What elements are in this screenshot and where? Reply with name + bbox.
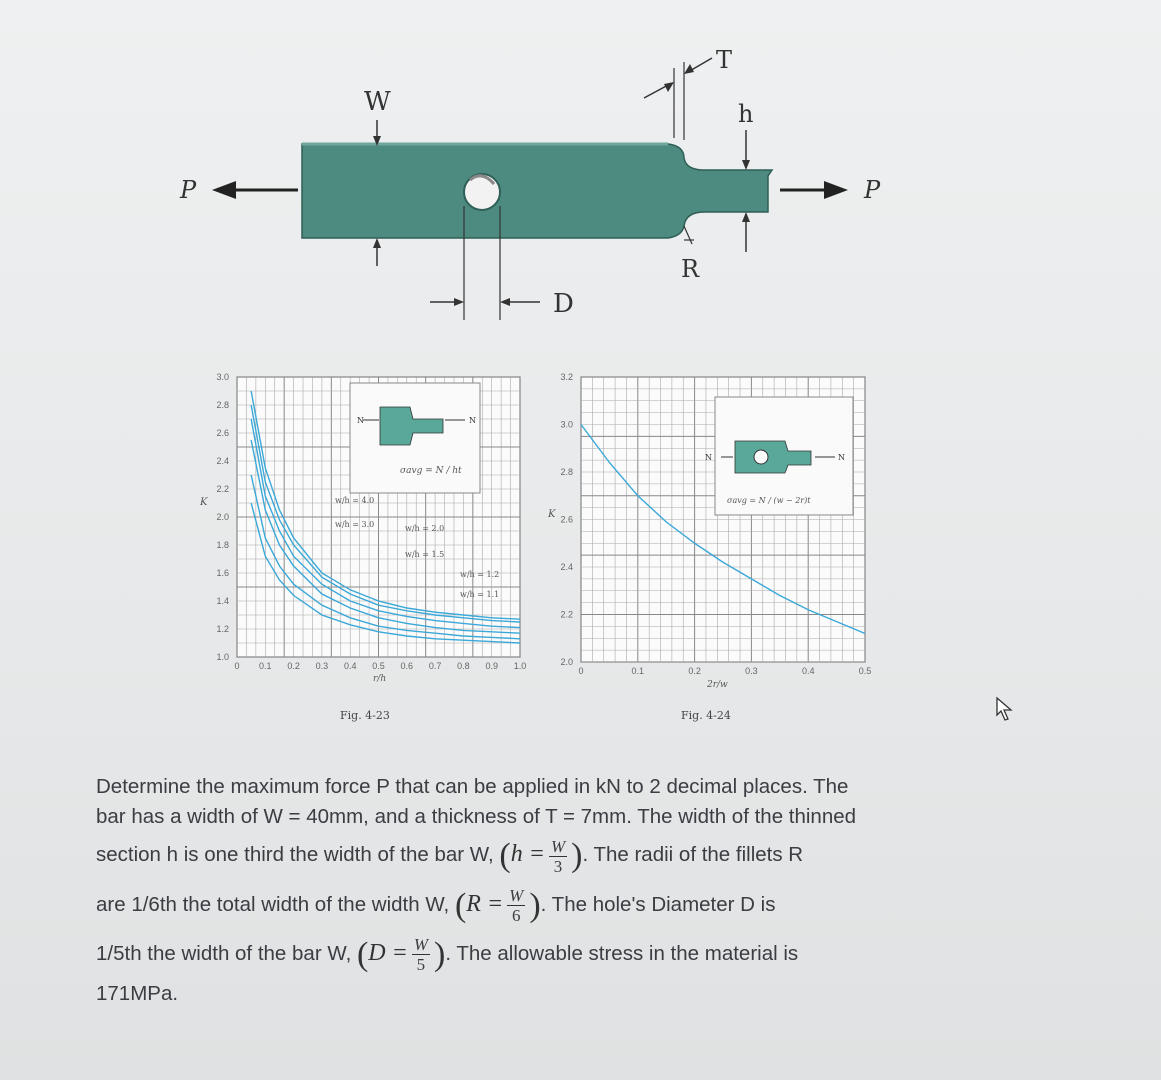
- x-label-424: 2r/w: [707, 680, 728, 690]
- y-tick-label: 2.4: [560, 562, 573, 572]
- y-tick-label: 3.2: [560, 372, 573, 382]
- line3-post: . The radii of the fillets R: [582, 843, 804, 867]
- inset-formula-423: σavg = N / ht: [400, 466, 462, 476]
- x-tick-label: 0.3: [315, 661, 329, 671]
- r-fraction: [507, 887, 525, 924]
- fig-4-23: [195, 365, 535, 725]
- x-tick-label: 0.6: [400, 661, 414, 671]
- y-tick-label: 2.4: [216, 456, 229, 466]
- y-tick-label: 2.6: [560, 514, 573, 525]
- x-tick-label: 0.4: [343, 661, 357, 671]
- inset-formula-424: σavg = N / (w − 2r)t: [727, 496, 811, 505]
- h-label: h: [738, 100, 754, 128]
- d-fraction: [412, 936, 430, 973]
- problem-line-1: Determine the maximum force P that can be applied in kN to 2 decimal places. The: [96, 775, 849, 798]
- y-tick-label: 2.0: [216, 512, 229, 522]
- svg-text:N: N: [838, 453, 845, 462]
- x-tick-label: 0: [234, 661, 240, 671]
- x-tick-label: 1.0: [513, 661, 527, 671]
- caption-424: Fig. 4-24: [681, 709, 731, 722]
- x-tick-label: 0.5: [372, 661, 385, 671]
- curve-label-15: w/h = 1.5: [405, 550, 445, 559]
- p-left-label: P: [180, 176, 197, 204]
- t-label: T: [716, 46, 733, 74]
- curve-label-4: w/h = 4.0: [335, 496, 375, 505]
- problem-line-3: section h is one third the width of the bar W, (h = $\frac{W}{3}$ ). The radii of the fillets R: [96, 836, 804, 876]
- h-fraction: [549, 838, 567, 875]
- d-equation: D =: [368, 940, 408, 967]
- y-tick-label: 2.0: [560, 657, 573, 667]
- r-denominator: 6: [511, 905, 521, 925]
- problem-line-6: 171MPa.: [96, 982, 179, 1006]
- y-tick-label: 1.6: [216, 568, 229, 578]
- y-tick-label: 1.4: [216, 596, 229, 606]
- bar-body: [302, 144, 772, 238]
- fig-4-24: [545, 365, 885, 725]
- x-tick-label: 0.2: [287, 661, 300, 671]
- y-tick-label: 2.2: [216, 484, 229, 494]
- x-tick-label: 0.7: [428, 661, 442, 671]
- r-label: R: [681, 255, 700, 283]
- w-label: W: [364, 87, 391, 117]
- hole: [464, 174, 500, 210]
- line4-text: are 1/6th the total width of the width W,: [96, 892, 450, 916]
- caption-423: Fig. 4-23: [340, 709, 390, 722]
- svg-text:N: N: [705, 453, 712, 462]
- y-tick-label: 2.8: [216, 400, 229, 410]
- d-denominator: 5: [416, 955, 426, 975]
- problem-line-5: 1/5th the width of the bar W, (D = $\frac{W}{5}$ ). The allowable stress in the material is: [96, 935, 799, 975]
- x-tick-label: 0.1: [259, 661, 272, 671]
- x-tick-label: 0: [578, 666, 584, 676]
- problem-statement: [96, 772, 976, 1009]
- svg-text:N: N: [357, 416, 364, 425]
- p-right-label: P: [864, 176, 881, 204]
- line5-text: 1/5th the width of the bar W,: [96, 942, 352, 966]
- d-numerator: W: [413, 935, 428, 955]
- line4-post: . The hole's Diameter D is: [540, 892, 776, 916]
- y-tick-label: 1.8: [216, 540, 229, 550]
- problem-line-2: bar has a width of W = 40mm, and a thickness of T = 7mm. The width of the thinned: [96, 804, 857, 828]
- y-tick-label: 2.6: [216, 428, 229, 438]
- h-denominator: 3: [553, 856, 563, 876]
- h-equation: h =: [510, 841, 545, 868]
- r-equation: R =: [466, 890, 504, 917]
- x-tick-label: 0.5: [858, 666, 872, 676]
- x-tick-label: 0.1: [631, 666, 645, 676]
- x-tick-label: 0.9: [485, 661, 498, 671]
- curve-label-11: w/h = 1.1: [460, 590, 500, 599]
- x-tick-label: 0.2: [688, 666, 701, 676]
- y-tick-label: 1.2: [216, 624, 229, 634]
- x-tick-label: 0.3: [745, 666, 758, 676]
- d-label: D: [553, 289, 574, 319]
- mouse-cursor-icon: [993, 696, 1015, 722]
- x-label-423: r/h: [373, 674, 387, 684]
- bar-diagram: [0, 0, 1161, 340]
- y-tick-label: 3.0: [216, 372, 229, 382]
- x-tick-label: 0.8: [457, 661, 470, 671]
- svg-text:N: N: [469, 416, 476, 425]
- line3-text: section h is one third the width of the bar W,: [96, 843, 494, 867]
- y-tick-label: 3.0: [560, 419, 573, 430]
- problem-line-4: are 1/6th the total width of the width W, (R = $\frac{W}{6}$ ). The hole's Diameter D is: [96, 885, 776, 925]
- curve-label-12: w/h = 1.2: [460, 570, 500, 579]
- curve-label-3: w/h = 3.0: [335, 520, 375, 529]
- line5-post: . The allowable stress in the material is: [445, 942, 799, 966]
- h-numerator: W: [550, 836, 566, 856]
- x-tick-label: 0.4: [801, 666, 815, 676]
- y-label-423: K: [200, 497, 208, 508]
- y-tick-label: 2.8: [560, 467, 573, 477]
- y-tick-label: 2.2: [560, 609, 573, 620]
- y-tick-label: 1.0: [216, 652, 229, 662]
- r-numerator: W: [509, 885, 524, 905]
- y-label-424: K: [548, 509, 556, 520]
- curve-label-2: w/h = 2.0: [405, 524, 445, 533]
